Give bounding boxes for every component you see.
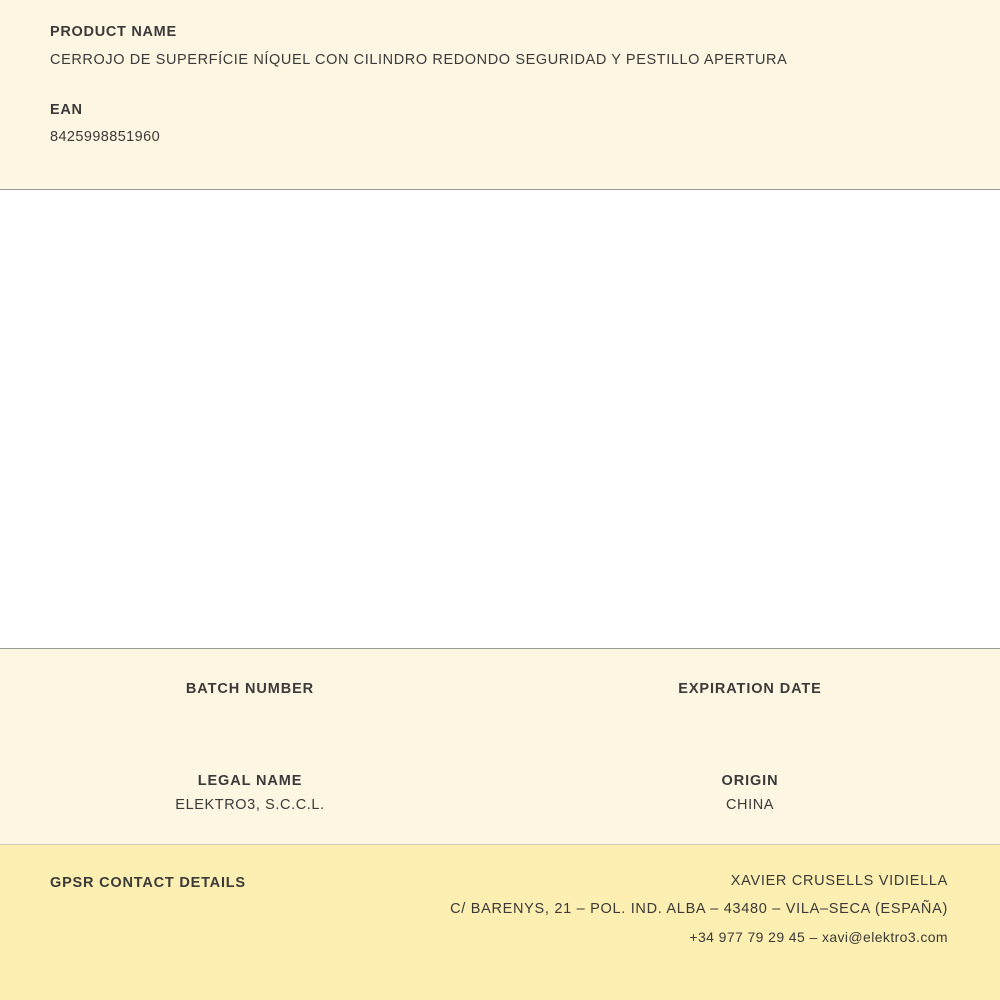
product-name-value: CERROJO DE SUPERFÍCIE NÍQUEL CON CILINDRO REDONDO SEGURIDAD Y PESTILLO APERTURA: [50, 52, 788, 68]
origin-value: CHINA: [725, 797, 775, 813]
gpsr-contact-phone-email: +34 977 79 29 45 – xavi@elektro3.com: [689, 929, 948, 945]
gpsr-contact-address: C/ BARENYS, 21 – POL. IND. ALBA – 43480 – VILA–SECA (ESPAÑA): [450, 901, 948, 917]
ean-label: EAN: [50, 102, 83, 118]
expiration-date-label: EXPIRATION DATE: [678, 681, 822, 697]
batch-number-label: BATCH NUMBER: [185, 681, 315, 697]
product-name-label: PRODUCT NAME: [50, 24, 177, 40]
ean-value: 8425998851960: [50, 129, 161, 145]
meta-row-batch: [0, 669, 1000, 705]
legal-name-label: LEGAL NAME: [197, 773, 303, 789]
product-meta-section: [0, 649, 1000, 845]
spacer: [50, 68, 950, 102]
gpsr-contact-lines: [450, 873, 948, 945]
legal-name-cell: [0, 773, 500, 813]
expiration-date-cell: [500, 681, 1000, 705]
product-image-area: [0, 190, 1000, 649]
product-header-section: [0, 0, 1000, 190]
gpsr-contact-label: GPSR CONTACT DETAILS: [50, 875, 246, 891]
gpsr-contact-name: XAVIER CRUSELLS VIDIELLA: [730, 873, 948, 889]
batch-number-cell: [0, 681, 500, 705]
ean-block: [50, 102, 950, 145]
legal-name-value: ELEKTRO3, S.C.C.L.: [175, 797, 325, 813]
origin-label: ORIGIN: [721, 773, 779, 789]
gpsr-footer: [0, 845, 1000, 1000]
origin-cell: [500, 773, 1000, 813]
product-name-block: [50, 24, 950, 68]
meta-row-legal: [0, 705, 1000, 813]
